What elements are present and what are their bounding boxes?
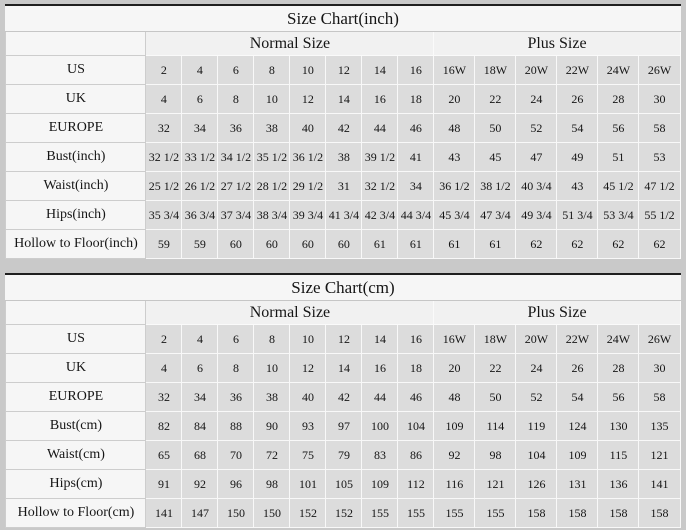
table-cell: 98 bbox=[475, 441, 516, 470]
table-cell: 61 bbox=[434, 230, 475, 259]
row-label: Hollow to Floor(inch) bbox=[6, 230, 146, 259]
table-cell: 155 bbox=[398, 499, 434, 528]
table-cell: 47 1/2 bbox=[639, 172, 680, 201]
table-cell: 43 bbox=[434, 143, 475, 172]
table-cell: 32 bbox=[146, 114, 182, 143]
table-cell: 4 bbox=[182, 325, 218, 354]
table-cell: 16 bbox=[362, 354, 398, 383]
table-cell: 6 bbox=[218, 325, 254, 354]
table-cell: 75 bbox=[290, 441, 326, 470]
table-cell: 121 bbox=[639, 441, 680, 470]
row-label: Waist(cm) bbox=[6, 441, 146, 470]
table-cell: 38 3/4 bbox=[254, 201, 290, 230]
table-cell: 40 bbox=[290, 114, 326, 143]
size-chart-cm-table bbox=[5, 273, 680, 528]
table-cell: 54 bbox=[557, 383, 598, 412]
group-header-normal-size: Normal Size bbox=[146, 32, 434, 56]
table-cell: 26 bbox=[557, 354, 598, 383]
table-cell: 62 bbox=[516, 230, 557, 259]
table-cell: 16W bbox=[434, 56, 475, 85]
size-charts-container bbox=[5, 0, 681, 528]
table-cell: 28 bbox=[598, 85, 639, 114]
group-header-normal-size: Normal Size bbox=[146, 301, 434, 325]
table-cell: 34 bbox=[182, 114, 218, 143]
table-cell: 98 bbox=[254, 470, 290, 499]
table-cell: 14 bbox=[362, 56, 398, 85]
row-label: UK bbox=[6, 85, 146, 114]
table-cell: 34 bbox=[398, 172, 434, 201]
table-cell: 46 bbox=[398, 114, 434, 143]
table-cell: 6 bbox=[182, 85, 218, 114]
row-label: EUROPE bbox=[6, 114, 146, 143]
table-cell: 39 1/2 bbox=[362, 143, 398, 172]
table-cell: 20W bbox=[516, 56, 557, 85]
table-cell: 31 bbox=[326, 172, 362, 201]
table-cell: 4 bbox=[146, 85, 182, 114]
table-row bbox=[6, 143, 680, 172]
table-cell: 70 bbox=[218, 441, 254, 470]
table-cell: 14 bbox=[326, 354, 362, 383]
table-cell: 8 bbox=[254, 325, 290, 354]
table-cell: 26 1/2 bbox=[182, 172, 218, 201]
table-cell: 38 bbox=[254, 114, 290, 143]
table-cell: 60 bbox=[290, 230, 326, 259]
table-cell: 30 bbox=[639, 85, 680, 114]
table-cell: 88 bbox=[218, 412, 254, 441]
table-cell: 56 bbox=[598, 114, 639, 143]
table-cell: 82 bbox=[146, 412, 182, 441]
table-cell: 91 bbox=[146, 470, 182, 499]
table-cell: 2 bbox=[146, 56, 182, 85]
table-cell: 26W bbox=[639, 325, 680, 354]
group-header-row bbox=[6, 32, 680, 56]
table-row bbox=[6, 441, 680, 470]
table-cell: 50 bbox=[475, 383, 516, 412]
table-cell: 158 bbox=[598, 499, 639, 528]
row-label: US bbox=[6, 56, 146, 85]
table-cell: 114 bbox=[475, 412, 516, 441]
table-cell: 16 bbox=[398, 325, 434, 354]
row-label: US bbox=[6, 325, 146, 354]
table-cell: 27 1/2 bbox=[218, 172, 254, 201]
table-cell: 36 1/2 bbox=[290, 143, 326, 172]
table-cell: 158 bbox=[516, 499, 557, 528]
group-header-plus-size: Plus Size bbox=[434, 301, 680, 325]
table-cell: 39 3/4 bbox=[290, 201, 326, 230]
row-label: Bust(inch) bbox=[6, 143, 146, 172]
table-cell: 141 bbox=[146, 499, 182, 528]
table-cell: 33 1/2 bbox=[182, 143, 218, 172]
table-cell: 41 3/4 bbox=[326, 201, 362, 230]
table-cell: 41 bbox=[398, 143, 434, 172]
table-cell: 12 bbox=[290, 354, 326, 383]
table-cell: 36 bbox=[218, 114, 254, 143]
row-label: Hips(cm) bbox=[6, 470, 146, 499]
table-cell: 48 bbox=[434, 114, 475, 143]
table-cell: 35 1/2 bbox=[254, 143, 290, 172]
table-cell: 34 1/2 bbox=[218, 143, 254, 172]
table-cell: 26W bbox=[639, 56, 680, 85]
table-cell: 61 bbox=[475, 230, 516, 259]
table-cell: 24W bbox=[598, 325, 639, 354]
table-cell: 10 bbox=[254, 354, 290, 383]
table-cell: 72 bbox=[254, 441, 290, 470]
table-cell: 36 3/4 bbox=[182, 201, 218, 230]
table-cell: 109 bbox=[557, 441, 598, 470]
table-cell: 16 bbox=[398, 56, 434, 85]
table-cell: 48 bbox=[434, 383, 475, 412]
table-cell: 97 bbox=[326, 412, 362, 441]
table-cell: 40 3/4 bbox=[516, 172, 557, 201]
table-cell: 58 bbox=[639, 383, 680, 412]
table-cell: 131 bbox=[557, 470, 598, 499]
table-cell: 4 bbox=[146, 354, 182, 383]
table-title: Size Chart(cm) bbox=[6, 274, 680, 301]
row-label: Bust(cm) bbox=[6, 412, 146, 441]
table-cell: 152 bbox=[290, 499, 326, 528]
table-cell: 22W bbox=[557, 56, 598, 85]
table-cell: 60 bbox=[218, 230, 254, 259]
row-label: Hollow to Floor(cm) bbox=[6, 499, 146, 528]
table-cell: 126 bbox=[516, 470, 557, 499]
table-cell: 12 bbox=[326, 56, 362, 85]
table-cell: 45 bbox=[475, 143, 516, 172]
table-cell: 6 bbox=[182, 354, 218, 383]
table-cell: 109 bbox=[362, 470, 398, 499]
table-cell: 10 bbox=[290, 325, 326, 354]
table-cell: 83 bbox=[362, 441, 398, 470]
table-cell: 28 bbox=[598, 354, 639, 383]
table-cell: 155 bbox=[362, 499, 398, 528]
table-row bbox=[6, 325, 680, 354]
table-row bbox=[6, 412, 680, 441]
table-cell: 92 bbox=[182, 470, 218, 499]
table-cell: 50 bbox=[475, 114, 516, 143]
table-cell: 29 1/2 bbox=[290, 172, 326, 201]
table-cell: 60 bbox=[326, 230, 362, 259]
table-cell: 54 bbox=[557, 114, 598, 143]
table-cell: 152 bbox=[326, 499, 362, 528]
table-cell: 10 bbox=[290, 56, 326, 85]
table-cell: 24W bbox=[598, 56, 639, 85]
table-cell: 14 bbox=[362, 325, 398, 354]
table-cell: 42 bbox=[326, 383, 362, 412]
table-cell: 155 bbox=[475, 499, 516, 528]
table-cell: 18 bbox=[398, 354, 434, 383]
table-cell: 18W bbox=[475, 56, 516, 85]
corner-cell bbox=[6, 32, 146, 56]
table-cell: 25 1/2 bbox=[146, 172, 182, 201]
table-cell: 47 bbox=[516, 143, 557, 172]
table-cell: 24 bbox=[516, 354, 557, 383]
table-cell: 46 bbox=[398, 383, 434, 412]
table-cell: 22 bbox=[475, 354, 516, 383]
table-cell: 68 bbox=[182, 441, 218, 470]
table-cell: 8 bbox=[218, 354, 254, 383]
table-cell: 38 bbox=[326, 143, 362, 172]
table-cell: 112 bbox=[398, 470, 434, 499]
table-cell: 150 bbox=[254, 499, 290, 528]
table-cell: 79 bbox=[326, 441, 362, 470]
table-cell: 86 bbox=[398, 441, 434, 470]
table-cell: 38 1/2 bbox=[475, 172, 516, 201]
table-cell: 12 bbox=[290, 85, 326, 114]
table-cell: 44 3/4 bbox=[398, 201, 434, 230]
table-row bbox=[6, 499, 680, 528]
table-cell: 52 bbox=[516, 383, 557, 412]
table-cell: 65 bbox=[146, 441, 182, 470]
table-cell: 35 3/4 bbox=[146, 201, 182, 230]
table-row bbox=[6, 85, 680, 114]
table-cell: 18 bbox=[398, 85, 434, 114]
table-cell: 59 bbox=[182, 230, 218, 259]
table-cell: 16W bbox=[434, 325, 475, 354]
table-cell: 20W bbox=[516, 325, 557, 354]
table-cell: 60 bbox=[254, 230, 290, 259]
table-cell: 37 3/4 bbox=[218, 201, 254, 230]
table-cell: 116 bbox=[434, 470, 475, 499]
table-cell: 51 bbox=[598, 143, 639, 172]
table-cell: 61 bbox=[362, 230, 398, 259]
size-chart-inch-table bbox=[5, 4, 680, 259]
table-title: Size Chart(inch) bbox=[6, 5, 680, 32]
table-cell: 59 bbox=[146, 230, 182, 259]
table-cell: 93 bbox=[290, 412, 326, 441]
table-cell: 28 1/2 bbox=[254, 172, 290, 201]
table-cell: 14 bbox=[326, 85, 362, 114]
table-cell: 10 bbox=[254, 85, 290, 114]
table-cell: 62 bbox=[557, 230, 598, 259]
table-row bbox=[6, 354, 680, 383]
table-cell: 101 bbox=[290, 470, 326, 499]
table-cell: 32 bbox=[146, 383, 182, 412]
table-cell: 61 bbox=[398, 230, 434, 259]
table-cell: 42 bbox=[326, 114, 362, 143]
table-cell: 12 bbox=[326, 325, 362, 354]
table-cell: 84 bbox=[182, 412, 218, 441]
table-cell: 24 bbox=[516, 85, 557, 114]
table-cell: 20 bbox=[434, 85, 475, 114]
table-cell: 53 bbox=[639, 143, 680, 172]
table-cell: 56 bbox=[598, 383, 639, 412]
table-cell: 36 bbox=[218, 383, 254, 412]
table-cell: 32 1/2 bbox=[146, 143, 182, 172]
table-cell: 109 bbox=[434, 412, 475, 441]
row-label: UK bbox=[6, 354, 146, 383]
table-cell: 124 bbox=[557, 412, 598, 441]
table-cell: 6 bbox=[218, 56, 254, 85]
table-cell: 38 bbox=[254, 383, 290, 412]
table-cell: 135 bbox=[639, 412, 680, 441]
table-row bbox=[6, 383, 680, 412]
table-cell: 16 bbox=[362, 85, 398, 114]
table-cell: 150 bbox=[218, 499, 254, 528]
corner-cell bbox=[6, 301, 146, 325]
table-cell: 104 bbox=[516, 441, 557, 470]
table-title-row bbox=[6, 5, 680, 32]
table-cell: 26 bbox=[557, 85, 598, 114]
table-cell: 62 bbox=[639, 230, 680, 259]
table-cell: 8 bbox=[254, 56, 290, 85]
table-cell: 44 bbox=[362, 383, 398, 412]
table-cell: 55 1/2 bbox=[639, 201, 680, 230]
table-row bbox=[6, 201, 680, 230]
table-cell: 119 bbox=[516, 412, 557, 441]
table-cell: 44 bbox=[362, 114, 398, 143]
table-cell: 92 bbox=[434, 441, 475, 470]
table-cell: 158 bbox=[639, 499, 680, 528]
table-cell: 141 bbox=[639, 470, 680, 499]
table-cell: 90 bbox=[254, 412, 290, 441]
group-header-plus-size: Plus Size bbox=[434, 32, 680, 56]
table-cell: 40 bbox=[290, 383, 326, 412]
table-cell: 45 1/2 bbox=[598, 172, 639, 201]
table-cell: 52 bbox=[516, 114, 557, 143]
table-cell: 155 bbox=[434, 499, 475, 528]
table-title-row bbox=[6, 274, 680, 301]
table-cell: 100 bbox=[362, 412, 398, 441]
table-cell: 58 bbox=[639, 114, 680, 143]
table-cell: 136 bbox=[598, 470, 639, 499]
table-cell: 105 bbox=[326, 470, 362, 499]
table-cell: 49 3/4 bbox=[516, 201, 557, 230]
row-label: EUROPE bbox=[6, 383, 146, 412]
table-cell: 43 bbox=[557, 172, 598, 201]
table-cell: 45 3/4 bbox=[434, 201, 475, 230]
table-cell: 30 bbox=[639, 354, 680, 383]
table-cell: 121 bbox=[475, 470, 516, 499]
table-cell: 20 bbox=[434, 354, 475, 383]
table-cell: 62 bbox=[598, 230, 639, 259]
table-row bbox=[6, 230, 680, 259]
table-cell: 34 bbox=[182, 383, 218, 412]
table-cell: 47 3/4 bbox=[475, 201, 516, 230]
table-cell: 32 1/2 bbox=[362, 172, 398, 201]
table-cell: 49 bbox=[557, 143, 598, 172]
table-cell: 104 bbox=[398, 412, 434, 441]
table-cell: 18W bbox=[475, 325, 516, 354]
table-row bbox=[6, 470, 680, 499]
row-label: Waist(inch) bbox=[6, 172, 146, 201]
table-cell: 158 bbox=[557, 499, 598, 528]
table-cell: 96 bbox=[218, 470, 254, 499]
row-label: Hips(inch) bbox=[6, 201, 146, 230]
table-cell: 4 bbox=[182, 56, 218, 85]
table-cell: 53 3/4 bbox=[598, 201, 639, 230]
table-cell: 42 3/4 bbox=[362, 201, 398, 230]
table-cell: 2 bbox=[146, 325, 182, 354]
table-cell: 22W bbox=[557, 325, 598, 354]
table-cell: 115 bbox=[598, 441, 639, 470]
table-cell: 51 3/4 bbox=[557, 201, 598, 230]
table-cell: 22 bbox=[475, 85, 516, 114]
table-cell: 130 bbox=[598, 412, 639, 441]
table-row bbox=[6, 172, 680, 201]
table-cell: 147 bbox=[182, 499, 218, 528]
table-row bbox=[6, 56, 680, 85]
table-cell: 36 1/2 bbox=[434, 172, 475, 201]
table-cell: 8 bbox=[218, 85, 254, 114]
group-header-row bbox=[6, 301, 680, 325]
table-row bbox=[6, 114, 680, 143]
